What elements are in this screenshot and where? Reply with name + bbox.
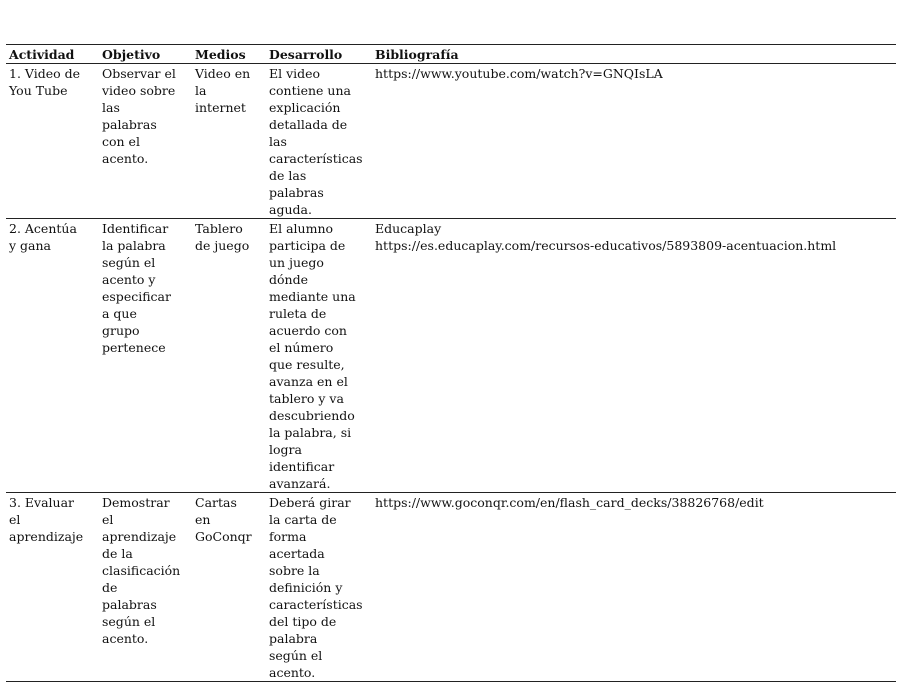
bibliografia-link[interactable]: https://www.goconqr.com/en/flash_card_decks/38826768/edit bbox=[375, 495, 764, 510]
actividad-text: 3. Evaluar el aprendizaje bbox=[9, 495, 84, 544]
cell-desarrollo bbox=[266, 219, 372, 493]
header-row bbox=[6, 45, 896, 64]
objetivo-text: Demostrar el aprendizaje de la clasificación de palabras según el acento. bbox=[102, 495, 181, 646]
bibliografia-link[interactable]: https://www.youtube.com/watch?v=GNQIsLA bbox=[375, 66, 663, 81]
desarrollo-text: El alumno participa de un juego dónde mediante una ruleta de acuerdo con el número que resulte, avanza en el tablero y va descubriendo la palabra, si logra identificar avanzará. bbox=[269, 221, 356, 491]
cell-actividad bbox=[6, 64, 99, 219]
desarrollo-text: El video contiene una explicación detallada de las características de las palabras aguda. bbox=[269, 66, 363, 217]
objetivo-text: Observar el video sobre las palabras con el acento. bbox=[102, 66, 176, 166]
cell-objetivo bbox=[99, 64, 192, 219]
cell-bibliografia bbox=[372, 493, 896, 682]
cell-bibliografia bbox=[372, 64, 896, 219]
cell-bibliografia bbox=[372, 219, 896, 493]
table-header bbox=[6, 45, 896, 64]
activities-table bbox=[6, 44, 896, 682]
cell-actividad bbox=[6, 493, 99, 682]
medios-text: Video en la internet bbox=[195, 66, 251, 115]
table-row bbox=[6, 219, 896, 493]
header-desarrollo: Desarrollo bbox=[266, 45, 372, 64]
objetivo-text: Identificar la palabra según el acento y especificar a que grupo pertenece bbox=[102, 221, 171, 355]
header-bibliografia: Bibliografía bbox=[372, 45, 896, 64]
header-actividad: Actividad bbox=[6, 45, 99, 64]
bibliografia-link[interactable]: Educaplay https://es.educaplay.com/recursos-educativos/5893809-acentuacion.html bbox=[375, 221, 837, 253]
table-row bbox=[6, 493, 896, 682]
header-medios: Medios bbox=[192, 45, 266, 64]
table-row bbox=[6, 64, 896, 219]
cell-objetivo bbox=[99, 493, 192, 682]
header-objetivo: Objetivo bbox=[99, 45, 192, 64]
actividad-text: 2. Acentúa y gana bbox=[9, 221, 77, 253]
cell-desarrollo bbox=[266, 493, 372, 682]
cell-medios bbox=[192, 219, 266, 493]
medios-text: Cartas en GoConqr bbox=[195, 495, 252, 544]
cell-medios bbox=[192, 493, 266, 682]
actividad-text: 1. Video de You Tube bbox=[9, 66, 81, 98]
desarrollo-text: Deberá girar la carta de forma acertada sobre la definición y características del tipo de palabra según el acento. bbox=[269, 495, 363, 680]
cell-objetivo bbox=[99, 219, 192, 493]
table-body bbox=[6, 64, 896, 682]
cell-actividad bbox=[6, 219, 99, 493]
cell-desarrollo bbox=[266, 64, 372, 219]
cell-medios bbox=[192, 64, 266, 219]
medios-text: Tablero de juego bbox=[195, 221, 250, 253]
